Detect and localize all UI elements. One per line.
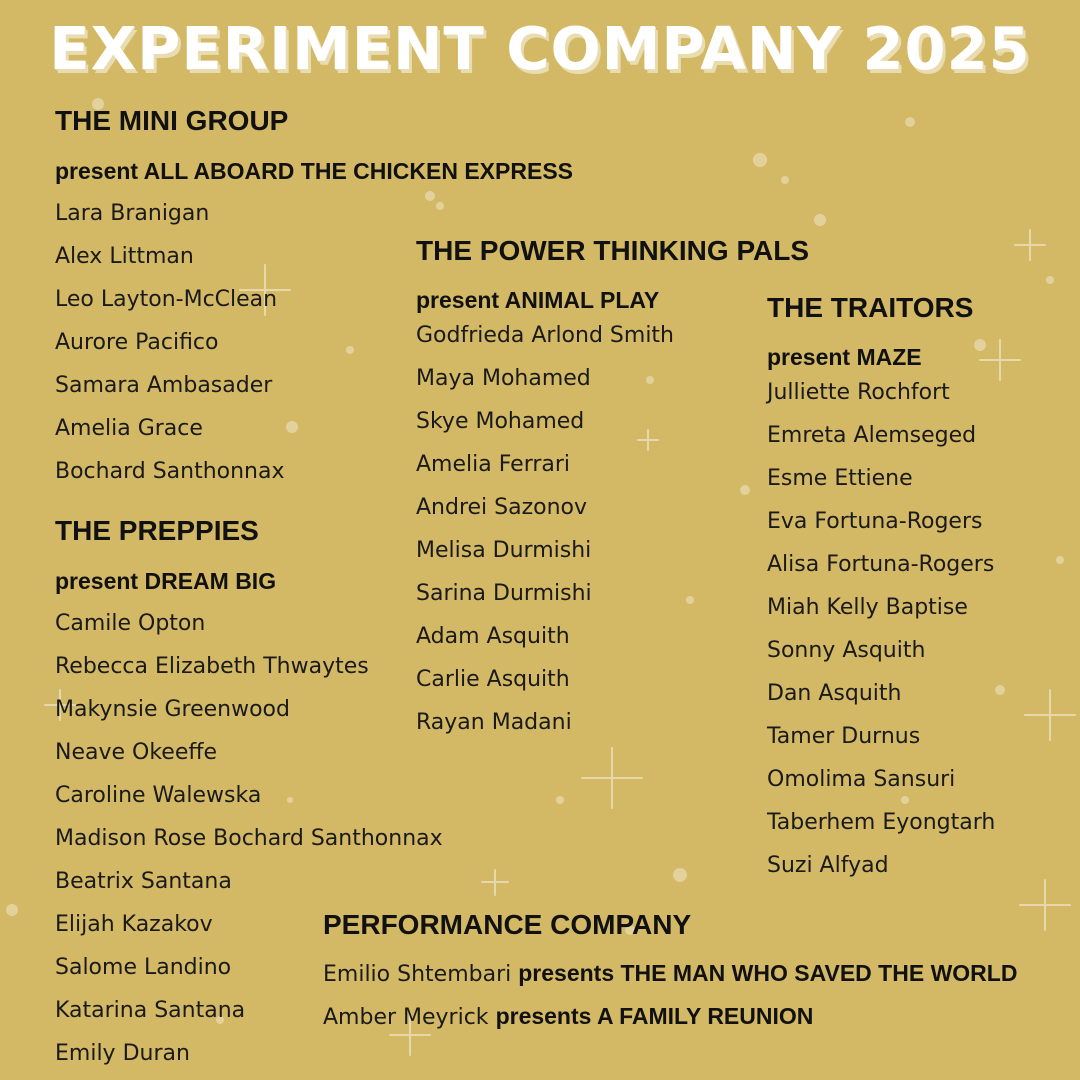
performance-entry: [323, 952, 1017, 995]
member-name: Esme Ettiene: [767, 466, 913, 491]
member-list: [416, 314, 809, 744]
performer-name: Emilio Shtembari: [323, 962, 512, 987]
member-name: Sonny Asquith: [767, 638, 926, 663]
member-name: Alex Littman: [55, 244, 194, 269]
member-name: Leo Layton-McClean: [55, 287, 278, 312]
member-name: Sarina Durmishi: [416, 581, 592, 606]
member-name: Lara Branigan: [55, 201, 210, 226]
member-name: Dan Asquith: [767, 681, 902, 706]
member-name: Emily Duran: [55, 1041, 190, 1066]
member-name: Emreta Alemseged: [767, 423, 977, 448]
member-list: [767, 371, 995, 887]
group-heading: THE PREPPIES: [55, 515, 259, 546]
member-name: Alisa Fortuna-Rogers: [767, 552, 995, 577]
group-heading: PERFORMANCE COMPANY: [323, 909, 692, 940]
group-show: present ANIMAL PLAY: [416, 287, 660, 313]
member-name: Suzi Alfyad: [767, 853, 889, 878]
member-name: Adam Asquith: [416, 624, 570, 649]
member-name: Julliette Rochfort: [767, 380, 950, 405]
member-name: Camile Opton: [55, 611, 206, 636]
performance-show: presents THE MAN WHO SAVED THE WORLD: [518, 960, 1018, 986]
member-name: Omolima Sansuri: [767, 767, 956, 792]
member-name: Beatrix Santana: [55, 869, 232, 894]
member-name: Skye Mohamed: [416, 409, 585, 434]
member-name: Amelia Ferrari: [416, 452, 571, 477]
member-name: Taberhem Eyongtarh: [767, 810, 996, 835]
group-heading: THE POWER THINKING PALS: [416, 235, 810, 266]
performance-entry: [323, 995, 1017, 1038]
member-name: Carlie Asquith: [416, 667, 570, 692]
member-name: Eva Fortuna-Rogers: [767, 509, 983, 534]
member-name: Katarina Santana: [55, 998, 246, 1023]
group-power-thinking-pals: [416, 236, 809, 744]
member-name: Melisa Durmishi: [416, 538, 592, 563]
group-heading: THE TRAITORS: [767, 292, 974, 323]
performance-company: [323, 910, 1017, 1038]
member-name: Elijah Kazakov: [55, 912, 213, 937]
member-name: Bochard Santhonnax: [55, 459, 285, 484]
member-name: Rebecca Elizabeth Thwaytes: [55, 654, 369, 679]
member-name: Madison Rose Bochard Santhonnax: [55, 826, 443, 851]
member-name: Tamer Durnus: [767, 724, 921, 749]
performance-show: presents A FAMILY REUNION: [495, 1003, 814, 1029]
group-traitors: [767, 293, 995, 887]
member-name: Neave Okeeffe: [55, 740, 218, 765]
member-name: Miah Kelly Baptise: [767, 595, 968, 620]
group-heading: THE MINI GROUP: [55, 105, 289, 136]
member-name: Aurore Pacifico: [55, 330, 219, 355]
member-name: Godfrieda Arlond Smith: [416, 323, 674, 348]
performer-name: Amber Meyrick: [323, 1005, 489, 1030]
group-show: present MAZE: [767, 344, 922, 370]
member-name: Amelia Grace: [55, 416, 203, 441]
member-name: Samara Ambasader: [55, 373, 273, 398]
group-show: present DREAM BIG: [55, 568, 277, 594]
page-title: EXPERIMENT COMPANY 2025: [49, 14, 1031, 83]
member-name: Andrei Sazonov: [416, 495, 588, 520]
member-name: Salome Landino: [55, 955, 232, 980]
group-show: present ALL ABOARD THE CHICKEN EXPRESS: [55, 158, 573, 184]
member-name: Maya Mohamed: [416, 366, 591, 391]
member-name: Caroline Walewska: [55, 783, 262, 808]
member-name: Rayan Madani: [416, 710, 572, 735]
performance-list: [323, 952, 1017, 1038]
member-name: Makynsie Greenwood: [55, 697, 290, 722]
